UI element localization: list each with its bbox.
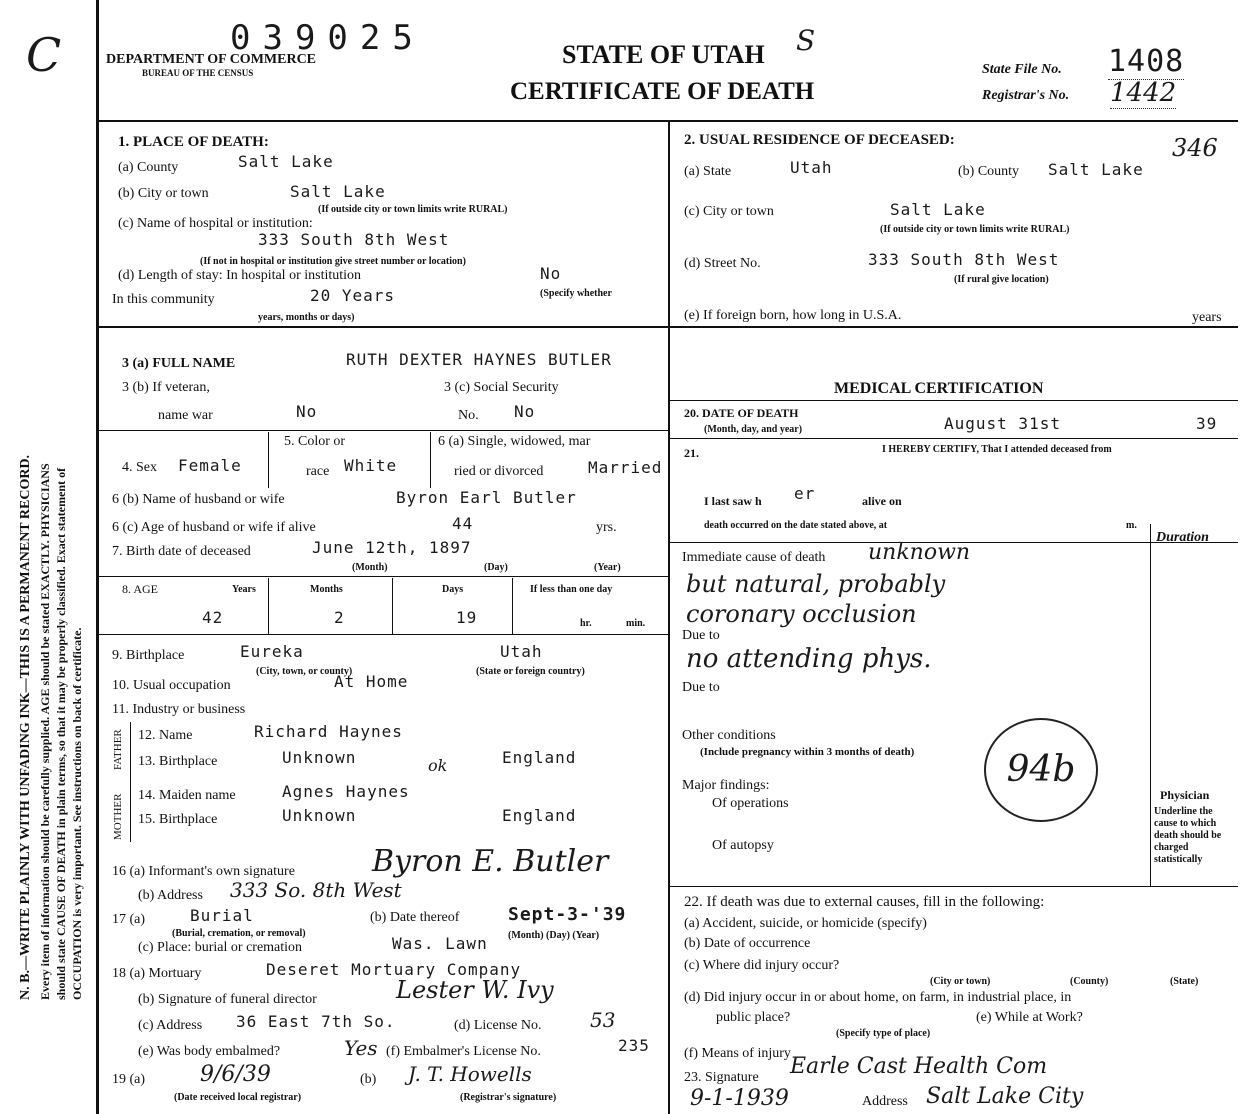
residence-city-label: (c) City or town <box>684 204 774 219</box>
embalmer-label: (f) Embalmer's License No. <box>386 1044 541 1059</box>
mother-birthplace-country: England <box>502 806 577 825</box>
duration-column <box>1150 524 1151 886</box>
spouse-age: 44 <box>452 514 474 533</box>
fullname-label: 3 (a) FULL NAME <box>122 356 236 371</box>
mother-name-label: 14. Maiden name <box>138 788 236 803</box>
death-m: m. <box>1126 520 1137 531</box>
certify-text: I HEREBY CERTIFY, That I attended deceased from <box>882 444 1112 455</box>
marital-value: Married <box>588 458 663 477</box>
external-c-city: (City or town) <box>930 976 991 987</box>
informant-address: 333 So. 8th West <box>230 878 402 902</box>
due-to-label-2: Due to <box>682 680 720 695</box>
external-a: (a) Accident, suicide, or homicide (specify) <box>684 916 927 931</box>
residence-street-note: (If rural give location) <box>954 274 1049 285</box>
external-d2: public place? <box>716 1010 791 1025</box>
residence-street: 333 South 8th West <box>868 250 1060 269</box>
director-label: (b) Signature of funeral director <box>138 992 317 1007</box>
residence-heading: 2. USUAL RESIDENCE OF DECEASED: <box>684 132 955 148</box>
place-city-note: (If outside city or town limits write RURAL) <box>318 204 508 215</box>
external-date: 9-1-1939 <box>690 1086 789 1111</box>
burial-date-label: (b) Date thereof <box>370 910 460 925</box>
death-date-note: (Month, day, and year) <box>704 424 803 435</box>
cause-line-1: unknown <box>868 540 971 565</box>
received-label: 19 (a) <box>112 1072 146 1087</box>
external-d-note: (Specify type of place) <box>836 1028 931 1039</box>
burial: Burial <box>190 906 254 925</box>
place-stay-hospital: No <box>540 264 562 283</box>
due-to-label: Due to <box>682 628 720 643</box>
race-value: White <box>344 456 398 475</box>
embalmer-license: 235 <box>618 1036 650 1055</box>
place-stay-label: (d) Length of stay: In hospital or institution <box>118 268 362 283</box>
death-date-label: 20. DATE OF DEATH <box>684 406 799 420</box>
column-divider <box>668 122 670 1114</box>
registrar-signature: J. T. Howells <box>408 1062 532 1086</box>
veteran-value: No <box>296 402 318 421</box>
place-specify: (Specify whether <box>540 288 612 299</box>
place-county-label: (a) County <box>118 160 179 175</box>
residence-state-label: (a) State <box>684 164 732 179</box>
marital-label-2: ried or divorced <box>454 464 544 479</box>
external-b: (b) Date of occurrence <box>684 936 811 951</box>
external-c-county: (County) <box>1070 976 1109 987</box>
external-f: (f) Means of injury <box>684 1046 791 1061</box>
burial-note: (Burial, cremation, or removal) <box>172 928 306 939</box>
place-community: 20 Years <box>310 286 396 305</box>
father-name-label: 12. Name <box>138 728 193 743</box>
autopsy-label: Of autopsy <box>712 838 774 853</box>
age-months-label: Months <box>310 584 343 595</box>
residence-street-label: (d) Street No. <box>684 256 761 271</box>
sex-label: 4. Sex <box>122 460 157 475</box>
spouse-age-label: 6 (c) Age of husband or wife if alive <box>112 520 316 535</box>
birth-year-note: (Year) <box>594 562 621 573</box>
age-col-3 <box>512 578 513 634</box>
corner-mark: C <box>26 28 62 82</box>
mortuary: Deseret Mortuary Company <box>266 960 522 979</box>
place-hospital: 333 South 8th West <box>258 230 450 249</box>
director-signature: Lester W. Ivy <box>396 976 554 1004</box>
external-address: Salt Lake City <box>926 1084 1084 1109</box>
ss-label: 3 (c) Social Security <box>444 380 559 395</box>
birthplace-label: 9. Birthplace <box>112 648 185 663</box>
burial-date: Sept-3-'39 <box>508 904 627 925</box>
margin-instruction-2: should state CAUSE OF DEATH in plain terms, so that it may be properly classified. Exact statement of <box>54 467 68 1000</box>
place-city: Salt Lake <box>290 182 386 201</box>
informant-address-label: (b) Address <box>138 888 203 903</box>
birthplace-city: Eureka <box>240 642 304 661</box>
cause-line-2: but natural, probably <box>686 570 946 598</box>
birth-date: June 12th, 1897 <box>312 538 472 557</box>
war-label: name war <box>158 408 213 423</box>
industry-label: 11. Industry or business <box>112 702 246 717</box>
place-county: Salt Lake <box>238 152 334 171</box>
mortuary-address: 36 East 7th So. <box>236 1012 396 1031</box>
last-saw: er <box>794 484 816 503</box>
birth-day-note: (Day) <box>484 562 508 573</box>
occupation: At Home <box>334 672 409 691</box>
physician-label: Physician <box>1160 788 1210 802</box>
age-col-1 <box>268 578 269 634</box>
occupation-label: 10. Usual occupation <box>112 678 231 693</box>
age-lessday-label: If less than one day <box>530 584 613 595</box>
margin-instruction-3: OCCUPATION is very important. See instructions on back of certificate. <box>70 627 84 1000</box>
age-years: 42 <box>202 608 224 627</box>
external-c-state: (State) <box>1170 976 1199 987</box>
serial-number: 039025 <box>230 18 425 58</box>
birthplace-state-note: (State or foreign country) <box>476 666 585 677</box>
license-label: (d) License No. <box>454 1018 542 1033</box>
due-to-1: no attending phys. <box>686 644 932 674</box>
father-name: Richard Haynes <box>254 722 403 741</box>
informant-signature: Byron E. Butler <box>372 844 609 879</box>
father-birthplace-country: England <box>502 748 577 767</box>
other-conditions-label: Other conditions <box>682 728 776 743</box>
received-note: (Date received local registrar) <box>174 1092 302 1103</box>
ss-no-label: No. <box>458 408 479 423</box>
spouse-name: Byron Earl Butler <box>396 488 577 507</box>
place-hospital-note: (If not in hospital or institution give street number or location) <box>200 256 466 267</box>
registrar-sig-label: (b) <box>360 1072 377 1087</box>
veteran-label: 3 (b) If veteran, <box>122 380 210 395</box>
last-saw-label: I last saw h <box>704 494 762 508</box>
external-signature-label: 23. Signature <box>684 1070 759 1085</box>
registrar-note: (Registrar's signature) <box>460 1092 557 1103</box>
residence-city: Salt Lake <box>890 200 986 219</box>
place-city-label: (b) City or town <box>118 186 209 201</box>
state-title: STATE OF UTAH <box>562 40 765 69</box>
mother-birthplace-label: 15. Birthplace <box>138 812 218 827</box>
place-heading: 1. PLACE OF DEATH: <box>118 134 269 150</box>
father-birthplace-city: Unknown <box>282 748 357 767</box>
margin-instruction-1: Every item of information should be carefully supplied. AGE should be stated EXACTLY. PHYSICIANS <box>38 463 52 1000</box>
place-community-label: In this community <box>112 292 215 307</box>
birthplace-city-note: (City, town, or county) <box>256 666 353 677</box>
full-name: RUTH DEXTER HAYNES BUTLER <box>346 350 612 369</box>
external-signature: Earle Cast Health Com <box>790 1054 1048 1079</box>
marital-label: 6 (a) Single, widowed, mar <box>438 434 591 449</box>
immediate-cause-label: Immediate cause of death <box>682 550 826 565</box>
residence-mark: 346 <box>1172 134 1218 162</box>
divider-left-1 <box>98 430 668 431</box>
race-col <box>430 432 431 488</box>
mother-name: Agnes Haynes <box>282 782 410 801</box>
state-file-label: State File No. <box>982 62 1062 77</box>
color-label: 5. Color or <box>284 434 346 449</box>
external-e: (e) While at Work? <box>976 1010 1083 1025</box>
age-years-label: Years <box>232 584 256 595</box>
received-date: 9/6/39 <box>200 1062 271 1087</box>
department: DEPARTMENT OF COMMERCE <box>106 52 317 67</box>
duration-label: Duration <box>1156 530 1209 545</box>
registrar-number: 1442 <box>1110 78 1177 108</box>
spouse-label: 6 (b) Name of husband or wife <box>112 492 285 507</box>
age-min: min. <box>626 618 646 629</box>
age-days-label: Days <box>442 584 464 595</box>
death-occurred: death occurred on the date stated above, at <box>704 520 888 531</box>
external-d: (d) Did injury occur in or about home, on farm, in industrial place, in <box>684 990 1072 1005</box>
death-year: 39 <box>1196 414 1218 433</box>
bureau: BUREAU OF THE CENSUS <box>142 68 254 78</box>
birth-month-note: (Month) <box>352 562 388 573</box>
embalmed-value: Yes <box>344 1036 378 1060</box>
burial-label: 17 (a) <box>112 912 146 927</box>
medical-heading: MEDICAL CERTIFICATION <box>834 380 1044 397</box>
certificate-title: CERTIFICATE OF DEATH <box>510 78 815 105</box>
death-date: August 31st <box>944 414 1061 433</box>
residence-foreign-label: (e) If foreign born, how long in U.S.A. <box>684 308 902 323</box>
s-mark: S <box>796 24 816 57</box>
registrar-label: Registrar's No. <box>982 88 1070 103</box>
external-heading: 22. If death was due to external causes, fill in the following: <box>684 894 1045 910</box>
divider-left-2 <box>98 576 668 577</box>
age-label: 8. AGE <box>122 582 158 596</box>
divider-left-3 <box>98 634 668 635</box>
physician-note: Underline the cause to which death should be charged statistically <box>1154 806 1222 865</box>
circle-mark: 94b <box>984 718 1098 822</box>
place-hospital-label: (c) Name of hospital or institution: <box>118 216 313 231</box>
spouse-yrs: yrs. <box>596 520 617 535</box>
embalmed-label: (e) Was body embalmed? <box>138 1044 281 1059</box>
sex-value: Female <box>178 456 242 475</box>
operations-label: Of operations <box>712 796 789 811</box>
mortuary-address-label: (c) Address <box>138 1018 203 1033</box>
residence-years: years <box>1192 310 1222 325</box>
burial-place-label: (c) Place: burial or cremation <box>138 940 303 955</box>
major-findings-label: Major findings: <box>682 778 770 793</box>
divider-right-2 <box>670 438 1238 439</box>
frame-left <box>96 0 99 1114</box>
residence-county: Salt Lake <box>1048 160 1144 179</box>
ss-value: No <box>514 402 536 421</box>
father-birthplace-label: 13. Birthplace <box>138 754 218 769</box>
birthplace-state: Utah <box>500 642 543 661</box>
burial-date-note: (Month) (Day) (Year) <box>508 930 600 941</box>
mother-birthplace-city: Unknown <box>282 806 357 825</box>
birth-label: 7. Birth date of deceased <box>112 544 251 559</box>
burial-place: Was. Lawn <box>392 934 488 953</box>
external-c: (c) Where did injury occur? <box>684 958 840 973</box>
divider-place <box>98 326 1238 328</box>
state-file-number: 1408 <box>1108 44 1185 79</box>
sex-col <box>268 432 269 488</box>
age-days: 19 <box>456 608 478 627</box>
license-number: 53 <box>590 1008 616 1032</box>
ok-mark: ok <box>428 756 448 775</box>
father-side-label: FATHER <box>112 729 124 770</box>
residence-state: Utah <box>790 158 833 177</box>
age-months: 2 <box>334 608 345 627</box>
certify-number: 21. <box>684 446 699 460</box>
parents-bracket <box>130 722 131 842</box>
external-address-label: Address <box>862 1094 908 1109</box>
divider-right-4 <box>670 886 1238 887</box>
informant-label: 16 (a) Informant's own signature <box>112 864 295 879</box>
residence-city-note: (If outside city or town limits write RURAL) <box>880 224 1070 235</box>
margin-warning: N. B.—WRITE PLAINLY WITH UNFADING INK—THIS IS A PERMANENT RECORD. <box>18 454 33 1000</box>
mortuary-label: 18 (a) Mortuary <box>112 966 202 981</box>
residence-county-label: (b) County <box>958 164 1020 179</box>
other-conditions-note: (Include pregnancy within 3 months of death) <box>700 746 915 758</box>
mother-side-label: MOTHER <box>112 793 124 840</box>
divider-right-1 <box>670 400 1238 401</box>
place-units-note: years, months or days) <box>258 312 355 323</box>
age-col-2 <box>392 578 393 634</box>
cause-line-3: coronary occlusion <box>686 600 917 628</box>
race-label: race <box>306 464 330 479</box>
age-hr: hr. <box>580 618 592 629</box>
alive-on: alive on <box>862 494 902 508</box>
